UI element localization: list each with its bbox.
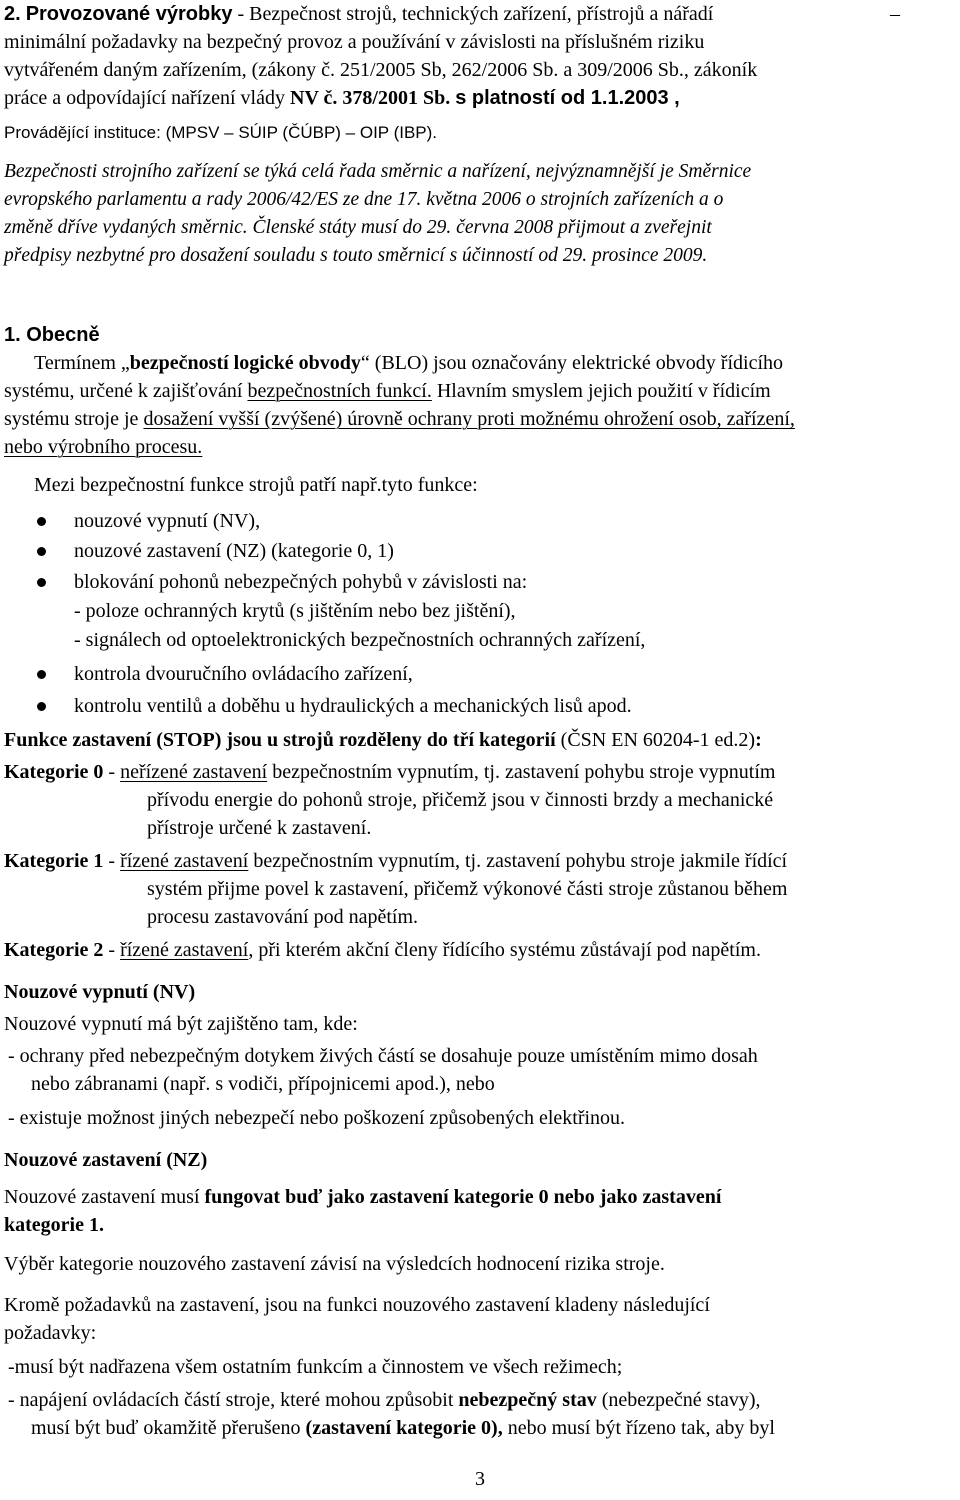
blo-text-cont: “ (BLO) jsou označovány elektrické obvody řídicího — [360, 352, 783, 374]
category-2-line — [4, 940, 761, 960]
directive-para-line-4: předpisy nezbytné pro dosažení souladu s touto směrnicí s účinností od 29. prosince 2009. — [4, 245, 708, 266]
category-2-dash: - — [103, 939, 121, 961]
category-1-line-3: procesu zastavování pod napětím. — [147, 906, 419, 928]
nz-req2-text-2-cont: nebo musí být řízeno tak, aby byl — [502, 1417, 775, 1439]
stop-standard: (ČSN EN 60204-1 ed.2) — [555, 729, 756, 751]
category-1-desc: bezpečnostním vypnutím, tj. zastavení pohybu stroje jakmile řídící — [248, 850, 788, 872]
nv-heading: Nouzové vypnutí (NV) — [4, 981, 196, 1003]
stop-heading-colon: : — [755, 729, 762, 751]
nv-item-1-line-1: - ochrany před nebezpečným dotykem živých částí se dosahuje pouze umístěním mimo dosah — [8, 1045, 758, 1067]
bullet-icon — [37, 702, 46, 711]
blo-text-2-cont: Hlavním smyslem jejich použití v řídicím — [431, 380, 771, 402]
category-0-term: neřízené zastavení — [120, 761, 268, 783]
category-2-label: Kategorie 2 — [4, 939, 104, 961]
blo-term: bezpečností logické obvody — [129, 352, 361, 374]
directive-para-line-3: změně dříve vydaných směrnic. Členské státy musí do 29. června 2008 přijmout a zveřejnit — [4, 217, 712, 238]
section-2-intro-line-4 — [4, 88, 680, 108]
category-1-line-1 — [4, 851, 787, 871]
function-item-valves: kontrolu ventilů a doběhu u hydraulických a mechanických lisů apod. — [74, 695, 632, 717]
blo-text-3: systému stroje je — [4, 408, 144, 430]
section-2-title: Provozované výrobky — [25, 3, 233, 25]
function-subitem-guards: - poloze ochranných krytů (s jištěním nebo bez jištění), — [74, 600, 516, 622]
nv-item-2: - existuje možnost jiných nebezpečí nebo poškození způsobených elektřinou. — [8, 1107, 626, 1129]
stop-categories-heading — [4, 730, 762, 750]
nz-requirement: fungovat buď jako zastavení kategorie 0 nebo jako zastavení — [204, 1186, 722, 1208]
safety-functions-term: bezpečnostních funkcí. — [247, 380, 432, 402]
nz-requirement-2-line-1 — [8, 1390, 761, 1410]
function-item-two-hand: kontrola dvouručního ovládacího zařízení, — [74, 663, 413, 685]
nz-para-2: Výběr kategorie nouzového zastavení závisí na výsledcích hodnocení rizika stroje. — [4, 1253, 665, 1275]
functions-list-intro: Mezi bezpečnostní funkce strojů patří např.tyto funkce: — [34, 474, 478, 496]
category-2-term: řízené zastavení — [120, 939, 249, 961]
category-1-dash: - — [103, 850, 121, 872]
nv-intro: Nouzové vypnutí má být zajištěno tam, kde: — [4, 1013, 358, 1035]
validity-date: s platností od 1.1.2003 , — [455, 87, 680, 109]
nz-para-3-line-1: Kromě požadavků na zastavení, jsou na funkci nouzového zastavení kladeny následující — [4, 1294, 710, 1316]
page-number: 3 — [475, 1468, 485, 1490]
blo-text: Termínem „ — [34, 352, 130, 374]
blo-para-line-3 — [4, 409, 795, 429]
nz-heading: Nouzové zastavení (NZ) — [4, 1149, 208, 1171]
stop-heading-text: Funkce zastavení (STOP) jsou u strojů rozděleny do tří kategorií — [4, 729, 556, 751]
blo-text-2: systému, určené k zajišťování — [4, 380, 248, 402]
blo-para-line-2 — [4, 381, 771, 401]
function-subitem-optoelectronic: - signálech od optoelektronických bezpečnostních ochranných zařízení, — [74, 629, 646, 651]
category-0-line-1 — [4, 762, 775, 782]
section-1-heading: 1. Obecně — [4, 324, 100, 346]
function-item-blocking: blokování pohonů nebezpečných pohybů v závislosti na: — [74, 571, 528, 593]
institutions-line: Provádějící instituce: (MPSV – SÚIP (ČÚBP) – OIP (IBP). — [4, 123, 438, 142]
bullet-icon — [37, 578, 46, 587]
category-2-desc: , při kterém akční členy řídícího systému zůstávají pod napětím. — [248, 939, 761, 961]
function-item-nz: nouzové zastavení (NZ) (kategorie 0, 1) — [74, 540, 394, 562]
bullet-icon — [37, 547, 46, 556]
nz-para-1-line-2: kategorie 1. — [4, 1214, 104, 1236]
nz-req2-text-2: musí být buď okamžitě přerušeno — [31, 1417, 306, 1439]
category-1-term: řízené zastavení — [120, 850, 249, 872]
category-0-line-3: přístroje určené k zastavení. — [147, 817, 372, 839]
blo-para-line-1 — [34, 353, 783, 373]
category-1-label: Kategorie 1 — [4, 850, 104, 872]
blo-para-line-4: nebo výrobního procesu. — [4, 436, 203, 458]
protection-level-phrase: dosažení vyšší (zvýšené) úrovně ochrany proti možnému ohrožení osob, zařízení, — [143, 408, 795, 430]
law-reference-text: práce a odpovídající nařízení vlády — [4, 87, 290, 109]
section-2-number: 2. — [4, 3, 21, 25]
nz-req2-text-cont: (nebezpečné stavy), — [596, 1389, 761, 1411]
category-0-desc: bezpečnostním vypnutím, tj. zastavení pohybu stroje vypnutím — [267, 761, 776, 783]
category-0-stop-term: (zastavení kategorie 0), — [305, 1417, 503, 1439]
nz-req2-text: - napájení ovládacích částí stroje, které mohou způsobit — [8, 1389, 459, 1411]
bullet-icon — [37, 517, 46, 526]
nv-law-number: NV č. 378/2001 Sb. — [290, 87, 451, 109]
category-0-line-2: přívodu energie do pohonů stroje, přičemž jsou v činnosti brzdy a mechanické — [147, 789, 774, 811]
nz-text: Nouzové zastavení musí — [4, 1186, 205, 1208]
nz-para-1-line-1 — [4, 1187, 721, 1207]
category-1-line-2: systém přijme povel k zastavení, přičemž výkonové části stroje zůstanou během — [147, 878, 788, 900]
dangerous-state-term: nebezpečný stav — [458, 1389, 597, 1411]
section-2-subtitle: - Bezpečnost strojů, technických zařízení, přístrojů a nářadí — [232, 3, 714, 25]
category-0-label: Kategorie 0 — [4, 761, 104, 783]
bullet-icon — [37, 670, 46, 679]
nz-requirement-2-line-2 — [31, 1418, 775, 1438]
category-0-dash: - — [103, 761, 121, 783]
section-2-intro-line-3: vytvářeném daným zařízením, (zákony č. 251/2005 Sb, 262/2006 Sb. a 309/2006 Sb., zákoník — [4, 59, 758, 81]
function-item-nv: nouzové vypnutí (NV), — [74, 510, 261, 532]
section-2-intro-line-2: minimální požadavky na bezpečný provoz a používání v závislosti na příslušném riziku — [4, 31, 705, 53]
directive-para-line-2: evropského parlamentu a rady 2006/42/ES ze dne 17. května 2006 o strojních zařízeních a o — [4, 189, 724, 210]
directive-para-line-1: Bezpečnosti strojního zařízení se týká celá řada směrnic a nařízení, nejvýznamnější je Směrnice — [4, 161, 752, 182]
nz-requirement-1: -musí být nadřazena všem ostatním funkcím a činnostem ve všech režimech; — [8, 1356, 623, 1378]
nv-item-1-line-2: nebo zábranami (např. s vodiči, přípojnicemi apod.), nebo — [31, 1073, 495, 1095]
section-2-dash: – — [890, 3, 900, 25]
section-2-title-line — [4, 4, 713, 24]
nz-para-3-line-2: požadavky: — [4, 1322, 97, 1344]
